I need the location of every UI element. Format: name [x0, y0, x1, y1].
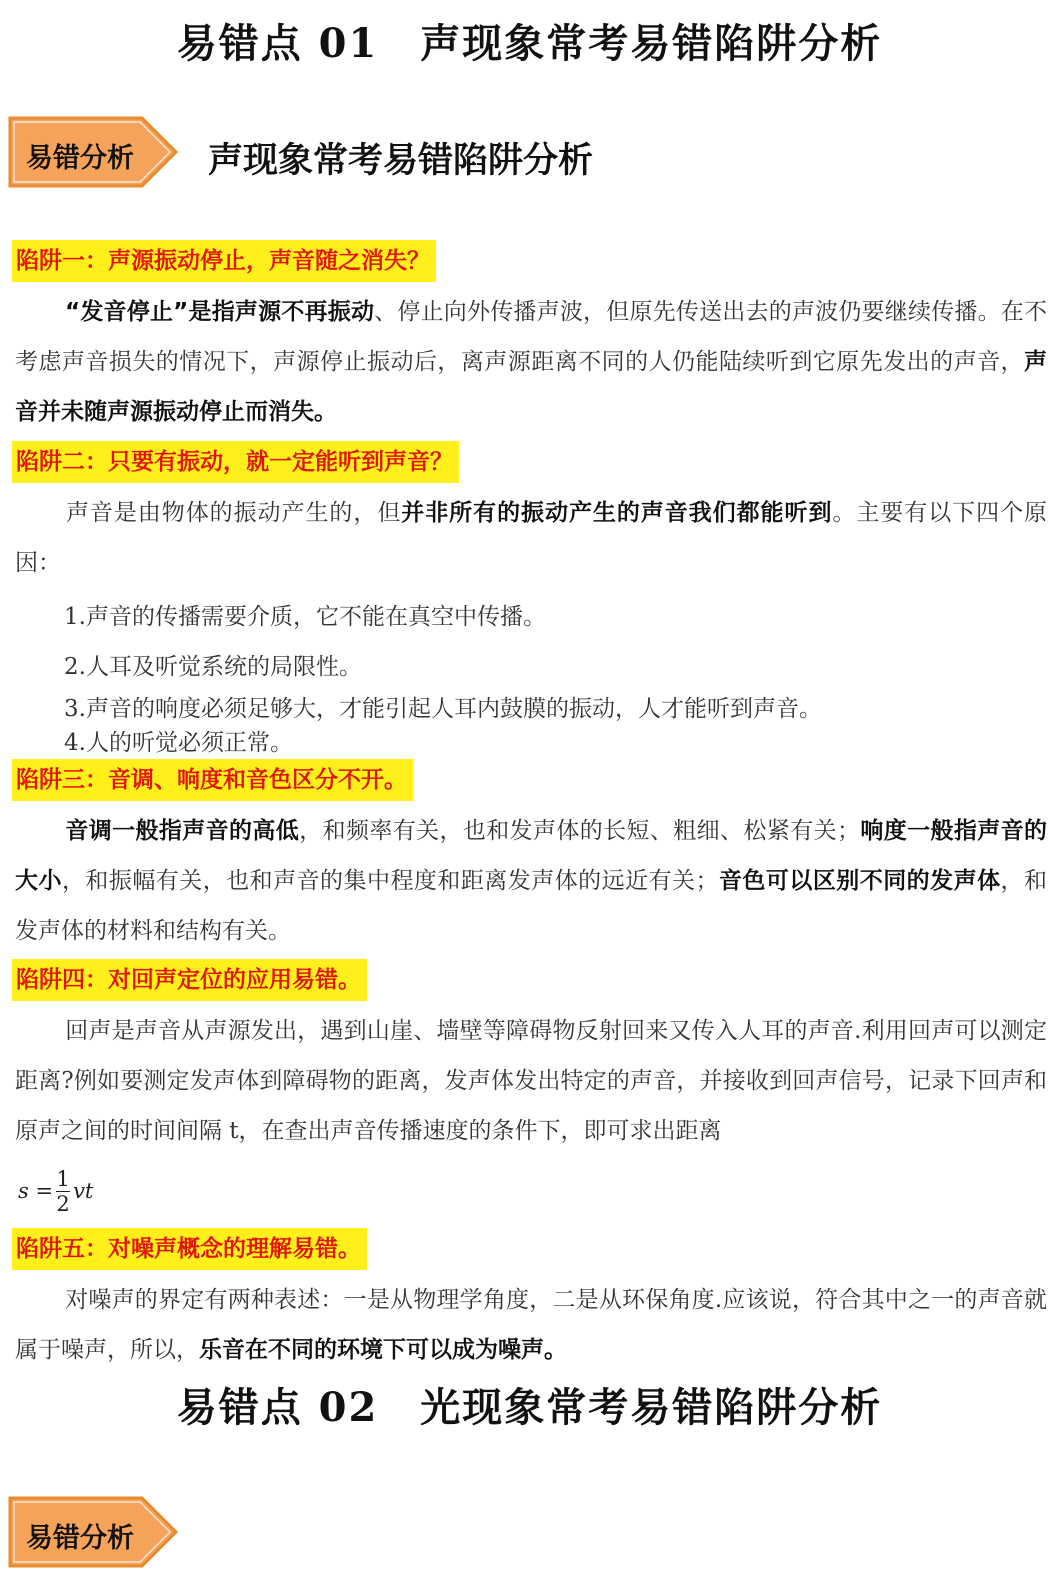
trap-2-item-3: 3.声音的响度必须足够大，才能引起人耳内鼓膜的振动，人才能听到声音。 [64, 696, 822, 722]
trap-3-text-1: ，和频率有关，也和发声体的长短、粗细、松紧有关； [299, 818, 860, 844]
analysis-badge-2 [8, 1494, 180, 1570]
page-title-2: 易错点 02 光现象常考易错陷阱分析 [176, 1384, 883, 1431]
formula-denominator: 2 [56, 1191, 70, 1216]
page-title-1: 易错点 01 声现象常考易错陷阱分析 [176, 20, 883, 67]
trap-3-label: 陷阱三：音调、响度和音色区分不开。 [12, 759, 413, 801]
trap-3-bold-1: 音调一般指声音的高低 [65, 818, 300, 844]
trap-5-text: 对噪声的界定有两种表述：一是从物理学角度，二是从环保角度.应该说，符合其中之一的声音就属于噪声，所以， [15, 1287, 1047, 1363]
distance-formula [18, 1160, 93, 1222]
trap-3-bold-3: 音色可以区别不同的发声体 [718, 868, 1001, 894]
trap-3-text-2: ，和振幅有关，也和声音的集中程度和距离发声体的远近有关； [61, 868, 719, 894]
trap-1-bold-1: “发音停止”是指声源不再振动 [65, 299, 375, 325]
trap-5-label: 陷阱五：对噪声概念的理解易错。 [12, 1228, 367, 1270]
trap-2-text-2: 。主要有以下四个原因： [15, 500, 1048, 576]
formula-numerator: 1 [56, 1166, 70, 1191]
trap-3-text-3: ，和发声体的材料和结构有关。 [15, 868, 1048, 944]
trap-4-label: 陷阱四：对回声定位的应用易错。 [12, 959, 367, 1001]
formula-fraction [56, 1167, 70, 1216]
trap-2-paragraph [15, 488, 1047, 588]
formula-rhs: vt [73, 1179, 94, 1203]
trap-3-paragraph [15, 806, 1047, 956]
trap-3-bold-2: 响度一般指声音的大小 [15, 818, 1048, 894]
trap-2-item-1: 1.声音的传播需要介质，它不能在真空中传播。 [64, 604, 546, 630]
trap-2-item-2: 2.人耳及听觉系统的局限性。 [64, 654, 362, 680]
trap-1-text: 、停止向外传播声波，但原先传送出去的声波仍要继续传播。在不考虑声音损失的情况下，声源停止振动后，离声源距离不同的人仍能陆续听到它原先发出的声音， [15, 299, 1048, 375]
trap-2-item-4: 4.人的听觉必须正常。 [64, 730, 293, 756]
badge-label: 易错分析 [26, 143, 134, 174]
trap-1-paragraph [15, 287, 1047, 437]
badge-label-2: 易错分析 [26, 1523, 134, 1554]
trap-2-bold: 并非所有的振动产生的声音我们都能听到 [401, 500, 833, 526]
section-heading: 声现象常考易错陷阱分析 [208, 141, 594, 181]
trap-1-label: 陷阱一：声源振动停止，声音随之消失？ [12, 240, 436, 282]
trap-2-label: 陷阱二：只要有振动，就一定能听到声音？ [12, 441, 459, 483]
trap-2-text-1: 声音是由物体的振动产生的，但 [65, 500, 402, 526]
trap-1-bold-2: 声音并未随声源振动停止而消失。 [15, 349, 1047, 425]
formula-lhs: s = [18, 1179, 54, 1203]
trap-4-paragraph [15, 1006, 1047, 1156]
trap-4-text: 回声是声音从声源发出，遇到山崖、墙壁等障碍物反射回来又传入人耳的声音.利用回声可以测定距离?例如要测定发声体到障碍物的距离，发声体发出特定的声音，并接收到回声信号，记录下回声和原声之间的时间间隔 t，在查出声音传播速度的条件下，即可求出距离 [15, 1018, 1047, 1144]
analysis-badge [8, 114, 180, 190]
trap-5-paragraph [15, 1275, 1047, 1375]
trap-5-bold: 乐音在不同的环境下可以成为噪声。 [199, 1337, 567, 1363]
